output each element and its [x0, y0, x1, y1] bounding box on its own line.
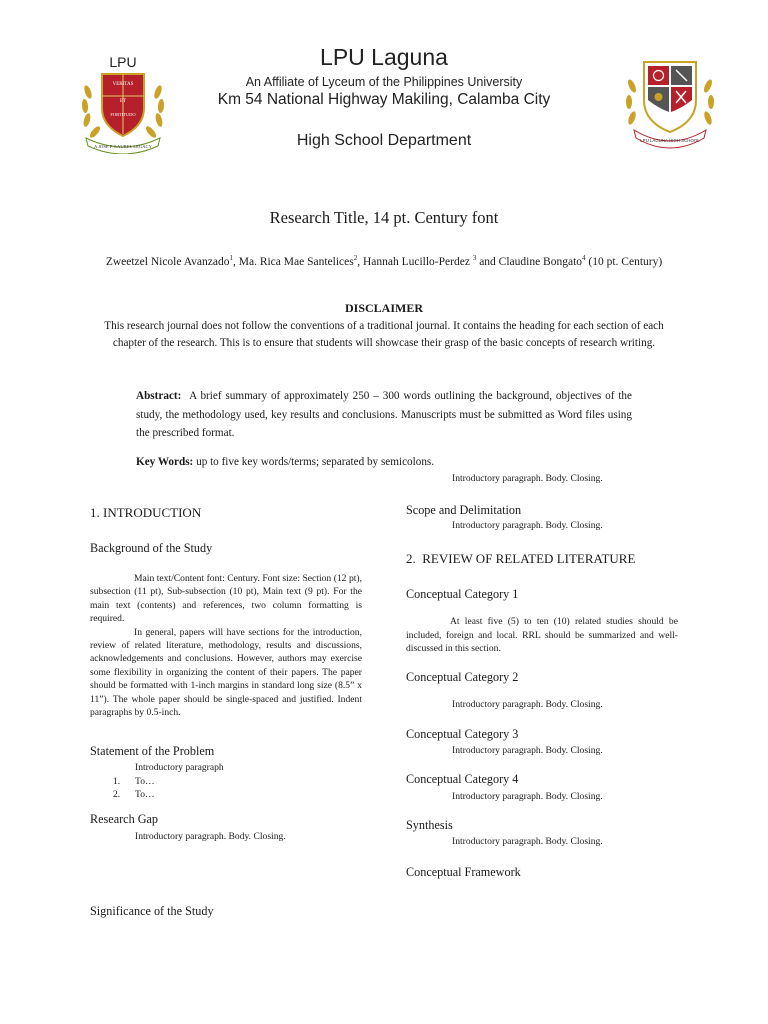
svg-text:VERITAS: VERITAS — [112, 82, 134, 87]
research-title: Research Title, 14 pt. Century font — [269, 208, 499, 227]
section-rrl-heading: 2. REVIEW OF RELATED LITERATURE — [406, 551, 636, 566]
background-body — [90, 572, 362, 719]
list-item: 2. To… — [113, 789, 155, 800]
svg-text:ET: ET — [119, 99, 127, 104]
problem-intro: Introductory paragraph — [135, 762, 224, 773]
scope-body: Introductory paragraph. Body. Closing. — [452, 520, 603, 531]
address-line: Km 54 National Highway Makiling, Calamba City — [217, 91, 551, 108]
abstract-text: A brief summary of approximately 250 – 300 words outlining the background, objectives of the study, the methodology used, key results and conclusions. Manuscripts must be submitted as Word files using the prescribed format. — [136, 390, 632, 439]
problem-list — [113, 775, 155, 801]
abstract-label: Abstract: — [136, 390, 182, 402]
problem-heading: Statement of the Problem — [90, 744, 215, 758]
significance-heading: Significance of the Study — [90, 904, 214, 918]
svg-text:LPU LAGUNA HIGH SCHOOL: LPU LAGUNA HIGH SCHOOL — [640, 138, 700, 143]
conceptual-category-4-body: Introductory paragraph. Body. Closing. — [452, 791, 603, 802]
affiliate-line: An Affiliate of Lyceum of the Philippines University — [245, 75, 523, 89]
lpu-high-school-logo — [624, 56, 716, 150]
background-paragraph: Main text/Content font: Century. Font size: Section (12 pt), subsection (11 pt), Sub-subsection (10 pt), Main text (9 pt). For the main text (contents) and references, two column formatting is required. — [90, 573, 362, 625]
synthesis-heading: Synthesis — [406, 818, 453, 832]
conceptual-category-3-body: Introductory paragraph. Body. Closing. — [452, 745, 603, 756]
abstract — [136, 387, 632, 443]
disclaimer-heading: DISCLAIMER — [344, 301, 423, 315]
disclaimer-text: This research journal does not follow the conventions of a traditional journal. It contains the heading for each section of each chapter of the research. This is to ensure that students will showcase their grasp of the basic concepts of research writing. — [104, 320, 664, 349]
scope-heading: Scope and Delimitation — [406, 503, 522, 517]
synthesis-body: Introductory paragraph. Body. Closing. — [452, 836, 603, 847]
keywords — [136, 456, 434, 468]
list-item: 1. To… — [113, 776, 155, 787]
keywords-note: Introductory paragraph. Body. Closing. — [452, 473, 603, 484]
conceptual-category-1-heading: Conceptual Category 1 — [406, 587, 519, 601]
keywords-text: up to five key words/terms; separated by semicolons. — [193, 456, 435, 468]
conceptual-category-2-body: Introductory paragraph. Body. Closing. — [452, 699, 603, 710]
institution-name: LPU Laguna — [320, 44, 448, 70]
conceptual-framework-heading: Conceptual Framework — [406, 865, 521, 879]
author-list: Zweetzel Nicole Avanzado$^1$, Ma. Rica Mae Santelices$^2$, Hannah Lucillo-Perdez $^3$ and Claudine Bongato$^4$ (10 pt. Century) — [105, 254, 663, 268]
lpu-logo-text: LPU — [109, 54, 137, 70]
background-heading: Background of the Study — [90, 541, 213, 555]
svg-text:FORTITUDO: FORTITUDO — [110, 112, 136, 117]
research-gap-body: Introductory paragraph. Body. Closing. — [135, 831, 286, 842]
section-introduction-heading: 1. INTRODUCTION — [90, 505, 202, 520]
svg-text:A JOSE P. LAUREL LEGACY: A JOSE P. LAUREL LEGACY — [94, 144, 152, 149]
conceptual-category-2-heading: Conceptual Category 2 — [406, 670, 519, 684]
background-paragraph: In general, papers will have sections for the introduction, review of related literature, methodology, results and discussions, acknowledgements and conclusions. However, authors may exercise some flexibility in organizing the content of their papers. The paper should be formatted with 1-inch margins in standard long size (8.5” x 11”). The whole paper should be single-spaced and justified. Indent paragraphs by 0.5-inch. — [90, 626, 362, 719]
keywords-label: Key Words: — [136, 456, 194, 468]
department-name: High School Department — [296, 132, 472, 149]
research-gap-heading: Research Gap — [90, 812, 159, 826]
conceptual-category-1-body: At least five (5) to ten (10) related studies should be included, foreign and local. RRL should be summarized and well-discussed in this section. — [406, 616, 678, 655]
conceptual-category-4-heading: Conceptual Category 4 — [406, 772, 519, 786]
conceptual-category-3-heading: Conceptual Category 3 — [406, 727, 519, 741]
